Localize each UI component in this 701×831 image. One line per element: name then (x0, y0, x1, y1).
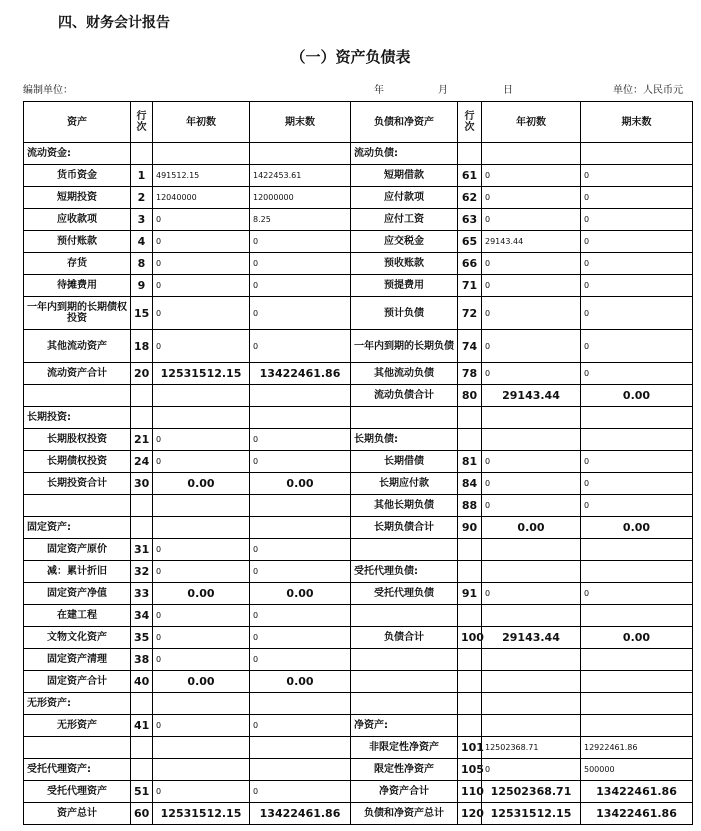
asset-section-label: 固定资产: (24, 517, 131, 539)
liability-label: 长期应付款 (351, 473, 458, 495)
asset-begin-value: 0 (153, 715, 250, 737)
liability-begin-value (482, 693, 581, 715)
asset-begin-value: 0 (153, 231, 250, 253)
liability-begin-value: 0 (482, 297, 581, 330)
asset-begin-value (153, 693, 250, 715)
asset-end-value: 0 (250, 330, 351, 363)
table-row (24, 143, 693, 165)
asset-begin-value: 0 (153, 781, 250, 803)
liability-end-value (581, 561, 693, 583)
asset-begin-value (153, 143, 250, 165)
asset-row-no: 24 (131, 451, 153, 473)
asset-begin-value (153, 495, 250, 517)
liability-row-no (458, 693, 482, 715)
asset-row-no (131, 143, 153, 165)
asset-row-no (131, 693, 153, 715)
asset-end-value: 8.25 (250, 209, 351, 231)
liability-label: 其他流动负债 (351, 363, 458, 385)
asset-section-label: 长期投资: (24, 407, 131, 429)
asset-end-value (250, 759, 351, 781)
liability-label: 限定性净资产 (351, 759, 458, 781)
liability-row-no: 100 (458, 627, 482, 649)
liability-label: 长期借债 (351, 451, 458, 473)
asset-end-value: 0.00 (250, 473, 351, 495)
liability-end-value: 0 (581, 165, 693, 187)
asset-label: 受托代理资产 (24, 781, 131, 803)
liability-begin-value (482, 407, 581, 429)
asset-row-no: 30 (131, 473, 153, 495)
asset-label: 一年内到期的长期债权投资 (24, 297, 131, 330)
asset-end-value (250, 517, 351, 539)
liability-end-value: 0 (581, 363, 693, 385)
liability-label: 受托代理负债 (351, 583, 458, 605)
header-row (24, 102, 693, 143)
asset-row-no: 33 (131, 583, 153, 605)
table-row (24, 165, 693, 187)
asset-section-label: 受托代理资产: (24, 759, 131, 781)
asset-end-value (250, 143, 351, 165)
liability-end-value (581, 693, 693, 715)
asset-row-no (131, 407, 153, 429)
liability-label (351, 605, 458, 627)
asset-begin-value: 12040000 (153, 187, 250, 209)
liability-row-no: 88 (458, 495, 482, 517)
year-label: 年 (374, 85, 384, 96)
asset-label (24, 495, 131, 517)
asset-begin-value: 0 (153, 429, 250, 451)
asset-end-value: 0.00 (250, 583, 351, 605)
asset-end-value: 0 (250, 451, 351, 473)
header-row-no-right: 行次 (458, 102, 482, 143)
header-row-no: 行次 (131, 102, 153, 143)
table-row (24, 187, 693, 209)
asset-begin-value: 12531512.15 (153, 803, 250, 825)
liability-row-no (458, 605, 482, 627)
asset-label: 固定资产合计 (24, 671, 131, 693)
asset-label: 短期投资 (24, 187, 131, 209)
asset-label: 减：累计折旧 (24, 561, 131, 583)
liability-row-no: 101 (458, 737, 482, 759)
liability-row-no: 65 (458, 231, 482, 253)
asset-label: 应收款项 (24, 209, 131, 231)
asset-label: 在建工程 (24, 605, 131, 627)
liability-begin-value (482, 649, 581, 671)
liability-row-no (458, 715, 482, 737)
asset-begin-value: 0.00 (153, 583, 250, 605)
liability-label: 应付工资 (351, 209, 458, 231)
asset-row-no (131, 385, 153, 407)
table-row (24, 715, 693, 737)
liability-begin-value: 0 (482, 451, 581, 473)
liability-end-value (581, 671, 693, 693)
table-row (24, 231, 693, 253)
liability-row-no: 78 (458, 363, 482, 385)
liability-label: 净资产合计 (351, 781, 458, 803)
asset-label: 预付账款 (24, 231, 131, 253)
currency-label: 单位：人民币元 (613, 85, 683, 96)
asset-label: 待摊费用 (24, 275, 131, 297)
asset-label: 固定资产清理 (24, 649, 131, 671)
asset-end-value (250, 495, 351, 517)
liability-row-no: 71 (458, 275, 482, 297)
asset-label: 固定资产净值 (24, 583, 131, 605)
table-row (24, 561, 693, 583)
liability-begin-value: 29143.44 (482, 231, 581, 253)
liability-begin-value: 12502368.71 (482, 737, 581, 759)
liability-row-no: 80 (458, 385, 482, 407)
liability-row-no: 91 (458, 583, 482, 605)
asset-row-no: 32 (131, 561, 153, 583)
asset-row-no: 41 (131, 715, 153, 737)
liability-end-value: 0.00 (581, 385, 693, 407)
table-row (24, 253, 693, 275)
liability-row-no: 62 (458, 187, 482, 209)
liability-row-no: 90 (458, 517, 482, 539)
liability-label: 负债和净资产总计 (351, 803, 458, 825)
asset-end-value: 0 (250, 231, 351, 253)
liability-begin-value (482, 429, 581, 451)
liability-end-value: 500000 (581, 759, 693, 781)
header-liability: 负债和净资产 (351, 102, 458, 143)
liability-begin-value: 0 (482, 209, 581, 231)
liability-end-value (581, 715, 693, 737)
asset-begin-value: 491512.15 (153, 165, 250, 187)
table-row (24, 759, 693, 781)
asset-end-value: 0 (250, 253, 351, 275)
liability-section-label: 长期负债: (351, 429, 458, 451)
liability-begin-value: 0 (482, 363, 581, 385)
asset-begin-value (153, 737, 250, 759)
table-row (24, 803, 693, 825)
table-row (24, 407, 693, 429)
table-row (24, 209, 693, 231)
asset-row-no: 9 (131, 275, 153, 297)
asset-end-value (250, 737, 351, 759)
asset-end-value (250, 407, 351, 429)
liability-end-value: 12922461.86 (581, 737, 693, 759)
liability-label: 其他长期负债 (351, 495, 458, 517)
liability-label: 应付款项 (351, 187, 458, 209)
liability-row-no (458, 539, 482, 561)
table-row (24, 330, 693, 363)
asset-begin-value (153, 385, 250, 407)
liability-row-no: 63 (458, 209, 482, 231)
table-row (24, 363, 693, 385)
asset-end-value: 0 (250, 715, 351, 737)
table-row (24, 649, 693, 671)
liability-begin-value (482, 143, 581, 165)
liability-row-no: 81 (458, 451, 482, 473)
liability-label: 一年内到期的长期负债 (351, 330, 458, 363)
liability-end-value: 0 (581, 495, 693, 517)
asset-begin-value (153, 517, 250, 539)
asset-end-value: 0 (250, 649, 351, 671)
asset-section-label: 无形资产: (24, 693, 131, 715)
liability-end-value: 0 (581, 253, 693, 275)
asset-row-no: 4 (131, 231, 153, 253)
table-row (24, 539, 693, 561)
liability-begin-value: 0 (482, 583, 581, 605)
header-begin-right: 年初数 (482, 102, 581, 143)
table-row (24, 385, 693, 407)
asset-begin-value: 0 (153, 330, 250, 363)
liability-begin-value: 0 (482, 187, 581, 209)
liability-row-no: 105 (458, 759, 482, 781)
asset-label: 长期股权投资 (24, 429, 131, 451)
liability-end-value: 0 (581, 583, 693, 605)
table-row (24, 671, 693, 693)
liability-label: 预提费用 (351, 275, 458, 297)
liability-row-no: 61 (458, 165, 482, 187)
asset-row-no (131, 517, 153, 539)
liability-section-label: 受托代理负债: (351, 561, 458, 583)
table-row (24, 737, 693, 759)
asset-end-value: 1422453.61 (250, 165, 351, 187)
asset-end-value (250, 693, 351, 715)
asset-label (24, 737, 131, 759)
asset-label: 长期债权投资 (24, 451, 131, 473)
liability-begin-value: 0 (482, 165, 581, 187)
liability-end-value: 0 (581, 451, 693, 473)
liability-end-value (581, 429, 693, 451)
asset-row-no (131, 759, 153, 781)
liability-label (351, 539, 458, 561)
asset-begin-value: 0 (153, 209, 250, 231)
liability-row-no: 110 (458, 781, 482, 803)
liability-row-no (458, 671, 482, 693)
asset-end-value: 0 (250, 627, 351, 649)
liability-label (351, 407, 458, 429)
asset-row-no: 34 (131, 605, 153, 627)
asset-row-no: 60 (131, 803, 153, 825)
day-label: 日 (503, 85, 513, 96)
liability-end-value: 0 (581, 209, 693, 231)
liability-end-value: 13422461.86 (581, 781, 693, 803)
liability-end-value: 0 (581, 275, 693, 297)
table-row (24, 429, 693, 451)
asset-label: 流动资产合计 (24, 363, 131, 385)
asset-section-label: 流动资金: (24, 143, 131, 165)
liability-begin-value (482, 539, 581, 561)
table-row (24, 517, 693, 539)
table-row (24, 781, 693, 803)
liability-label: 预收账款 (351, 253, 458, 275)
liability-begin-value (482, 671, 581, 693)
liability-end-value (581, 605, 693, 627)
liability-begin-value: 0 (482, 759, 581, 781)
liability-begin-value: 0 (482, 275, 581, 297)
liability-begin-value: 29143.44 (482, 385, 581, 407)
table-row (24, 297, 693, 330)
asset-label (24, 385, 131, 407)
liability-begin-value: 12531512.15 (482, 803, 581, 825)
liability-row-no (458, 561, 482, 583)
asset-label: 资产总计 (24, 803, 131, 825)
liability-row-no (458, 429, 482, 451)
liability-row-no: 72 (458, 297, 482, 330)
liability-end-value: 0 (581, 187, 693, 209)
liability-row-no: 66 (458, 253, 482, 275)
asset-begin-value: 0.00 (153, 671, 250, 693)
asset-begin-value: 0 (153, 451, 250, 473)
liability-end-value (581, 539, 693, 561)
table-row (24, 583, 693, 605)
asset-label: 固定资产原价 (24, 539, 131, 561)
asset-begin-value: 0 (153, 627, 250, 649)
section-title: 四、财务会计报告 (58, 15, 170, 31)
header-end: 期末数 (250, 102, 351, 143)
asset-row-no (131, 737, 153, 759)
liability-label: 非限定性净资产 (351, 737, 458, 759)
asset-row-no: 8 (131, 253, 153, 275)
liability-label: 应交税金 (351, 231, 458, 253)
liability-end-value: 0 (581, 231, 693, 253)
asset-begin-value: 0 (153, 539, 250, 561)
header-asset: 资产 (24, 102, 131, 143)
asset-row-no: 18 (131, 330, 153, 363)
liability-begin-value (482, 605, 581, 627)
asset-begin-value: 0 (153, 649, 250, 671)
liability-end-value: 0 (581, 330, 693, 363)
asset-row-no: 35 (131, 627, 153, 649)
asset-row-no: 21 (131, 429, 153, 451)
liability-label (351, 693, 458, 715)
liability-label (351, 671, 458, 693)
liability-label: 负债合计 (351, 627, 458, 649)
liability-end-value (581, 649, 693, 671)
asset-begin-value (153, 759, 250, 781)
asset-begin-value: 0 (153, 275, 250, 297)
liability-begin-value (482, 561, 581, 583)
asset-label: 其他流动资产 (24, 330, 131, 363)
asset-row-no: 51 (131, 781, 153, 803)
liability-end-value (581, 407, 693, 429)
asset-begin-value: 0 (153, 605, 250, 627)
asset-end-value (250, 385, 351, 407)
asset-row-no: 31 (131, 539, 153, 561)
asset-end-value: 0 (250, 605, 351, 627)
liability-row-no (458, 649, 482, 671)
liability-label (351, 649, 458, 671)
balance-sheet-table (23, 101, 693, 825)
asset-end-value: 0.00 (250, 671, 351, 693)
table-row (24, 473, 693, 495)
asset-begin-value: 0 (153, 253, 250, 275)
asset-row-no: 20 (131, 363, 153, 385)
asset-begin-value (153, 407, 250, 429)
liability-label: 短期借款 (351, 165, 458, 187)
liability-section-label: 流动负债: (351, 143, 458, 165)
header-begin: 年初数 (153, 102, 250, 143)
liability-section-label: 净资产: (351, 715, 458, 737)
unit-label: 编制单位： (23, 85, 73, 96)
table-title: （一）资产负债表 (290, 48, 411, 66)
liability-end-value: 13422461.86 (581, 803, 693, 825)
asset-label: 长期投资合计 (24, 473, 131, 495)
asset-row-no: 1 (131, 165, 153, 187)
liability-label: 长期负债合计 (351, 517, 458, 539)
month-label: 月 (438, 85, 448, 96)
asset-row-no: 40 (131, 671, 153, 693)
liability-label: 流动负债合计 (351, 385, 458, 407)
asset-row-no: 38 (131, 649, 153, 671)
asset-label: 无形资产 (24, 715, 131, 737)
liability-begin-value: 29143.44 (482, 627, 581, 649)
liability-label: 预计负债 (351, 297, 458, 330)
liability-begin-value: 12502368.71 (482, 781, 581, 803)
liability-begin-value: 0 (482, 495, 581, 517)
asset-row-no (131, 495, 153, 517)
liability-end-value (581, 143, 693, 165)
asset-row-no: 3 (131, 209, 153, 231)
asset-end-value: 13422461.86 (250, 803, 351, 825)
liability-begin-value: 0 (482, 253, 581, 275)
header-end-right: 期末数 (581, 102, 693, 143)
liability-begin-value: 0 (482, 473, 581, 495)
table-row (24, 627, 693, 649)
liability-row-no (458, 407, 482, 429)
liability-row-no: 120 (458, 803, 482, 825)
table-row (24, 693, 693, 715)
asset-begin-value: 0 (153, 297, 250, 330)
asset-end-value: 0 (250, 781, 351, 803)
asset-end-value: 0 (250, 539, 351, 561)
liability-end-value: 0.00 (581, 517, 693, 539)
asset-begin-value: 0.00 (153, 473, 250, 495)
liability-begin-value: 0 (482, 330, 581, 363)
table-row (24, 275, 693, 297)
asset-end-value: 12000000 (250, 187, 351, 209)
asset-end-value: 13422461.86 (250, 363, 351, 385)
asset-end-value: 0 (250, 429, 351, 451)
asset-begin-value: 12531512.15 (153, 363, 250, 385)
table-row (24, 451, 693, 473)
liability-end-value: 0 (581, 473, 693, 495)
asset-label: 文物文化资产 (24, 627, 131, 649)
asset-label: 存货 (24, 253, 131, 275)
asset-begin-value: 0 (153, 561, 250, 583)
table-row (24, 495, 693, 517)
asset-end-value: 0 (250, 297, 351, 330)
table-row (24, 605, 693, 627)
asset-row-no: 2 (131, 187, 153, 209)
liability-row-no: 84 (458, 473, 482, 495)
asset-label: 货币资金 (24, 165, 131, 187)
liability-row-no (458, 143, 482, 165)
liability-begin-value (482, 715, 581, 737)
liability-row-no: 74 (458, 330, 482, 363)
liability-end-value: 0 (581, 297, 693, 330)
asset-end-value: 0 (250, 561, 351, 583)
asset-row-no: 15 (131, 297, 153, 330)
asset-end-value: 0 (250, 275, 351, 297)
liability-begin-value: 0.00 (482, 517, 581, 539)
liability-end-value: 0.00 (581, 627, 693, 649)
